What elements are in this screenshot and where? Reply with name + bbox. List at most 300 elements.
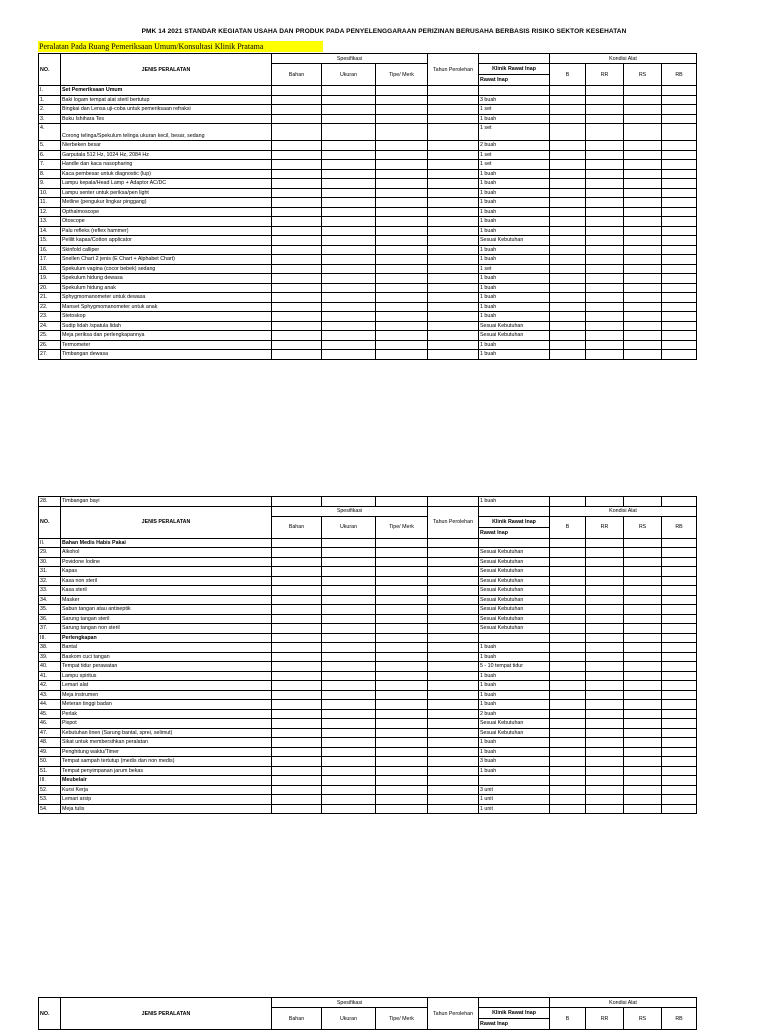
table-row: [39, 321, 697, 331]
bahan-cell: [272, 757, 322, 767]
rawat-inap-quantity: 1 buah: [479, 312, 550, 322]
kondisi-rr-cell: [586, 217, 624, 227]
ukuran-cell: [322, 179, 376, 189]
rawat-inap-quantity: 1 buah: [479, 671, 550, 681]
kondisi-rb-cell: [662, 776, 697, 786]
equipment-name: Snellen Chart 2 jenis (E Chart + Alphabet Chart): [61, 255, 272, 265]
equipment-table-page-2: [38, 496, 697, 814]
kondisi-rs-cell: [624, 160, 662, 170]
header-spesifikasi: Spesifikasi: [272, 506, 428, 516]
bahan-cell: [272, 614, 322, 624]
tahun-perolehan-cell: [428, 785, 479, 795]
kondisi-rs-cell: [624, 605, 662, 615]
header-kondisi-alat: Kondisi Alat: [550, 54, 697, 64]
row-number: 16.: [39, 245, 61, 255]
kondisi-rr-cell: [586, 719, 624, 729]
kondisi-b-cell: [550, 255, 586, 265]
kondisi-rb-cell: [662, 169, 697, 179]
tahun-perolehan-cell: [428, 124, 479, 141]
kondisi-rb-cell: [662, 548, 697, 558]
ukuran-cell: [322, 105, 376, 115]
ukuran-cell: [322, 681, 376, 691]
tipe-merk-cell: [376, 747, 428, 757]
row-number: 39.: [39, 652, 61, 662]
kondisi-rr-cell: [586, 662, 624, 672]
kondisi-b-cell: [550, 747, 586, 757]
tahun-perolehan-cell: [428, 217, 479, 227]
header-tahun-perolehan: Tahun Perolehan: [428, 54, 479, 86]
bahan-cell: [272, 188, 322, 198]
tipe-merk-cell: [376, 497, 428, 507]
row-number: 18.: [39, 264, 61, 274]
kondisi-rs-cell: [624, 169, 662, 179]
table-row: [39, 141, 697, 151]
rawat-inap-quantity: [479, 776, 550, 786]
kondisi-rs-cell: [624, 114, 662, 124]
tipe-merk-cell: [376, 709, 428, 719]
kondisi-rb-cell: [662, 350, 697, 360]
table-row: [39, 274, 697, 284]
rawat-inap-quantity: 1 buah: [479, 681, 550, 691]
equipment-name: Spekulum hidung anak: [61, 283, 272, 293]
kondisi-rr-cell: [586, 671, 624, 681]
kondisi-rb-cell: [662, 709, 697, 719]
table-row: [39, 114, 697, 124]
kondisi-rb-cell: [662, 700, 697, 710]
header-rs: RS: [624, 516, 662, 538]
rawat-inap-quantity: 1 buah: [479, 340, 550, 350]
row-number: 49.: [39, 747, 61, 757]
equipment-name: Skinfold calliper: [61, 245, 272, 255]
kondisi-rs-cell: [624, 312, 662, 322]
kondisi-rr-cell: [586, 264, 624, 274]
kondisi-b-cell: [550, 576, 586, 586]
tipe-merk-cell: [376, 274, 428, 284]
kondisi-rr-cell: [586, 576, 624, 586]
kondisi-b-cell: [550, 283, 586, 293]
tipe-merk-cell: [376, 188, 428, 198]
rawat-inap-quantity: 1 buah: [479, 283, 550, 293]
kondisi-rb-cell: [662, 179, 697, 189]
table-row: [39, 331, 697, 341]
tahun-perolehan-cell: [428, 207, 479, 217]
kondisi-b-cell: [550, 236, 586, 246]
tipe-merk-cell: [376, 312, 428, 322]
equipment-name: Corong telinga/Spekulum telinga ukuran kecil, besar, sedang: [61, 124, 272, 141]
kondisi-rr-cell: [586, 643, 624, 653]
kondisi-rs-cell: [624, 538, 662, 548]
rawat-inap-quantity: [479, 538, 550, 548]
ukuran-cell: [322, 785, 376, 795]
bahan-cell: [272, 95, 322, 105]
rawat-inap-quantity: Sesuai Kebutuhan: [479, 595, 550, 605]
tipe-merk-cell: [376, 567, 428, 577]
rawat-inap-quantity: 1 set: [479, 124, 550, 141]
tahun-perolehan-cell: [428, 709, 479, 719]
kondisi-rb-cell: [662, 728, 697, 738]
tahun-perolehan-cell: [428, 114, 479, 124]
table-row: [39, 207, 697, 217]
ukuran-cell: [322, 274, 376, 284]
kondisi-rs-cell: [624, 497, 662, 507]
kondisi-b-cell: [550, 633, 586, 643]
row-number: 36.: [39, 614, 61, 624]
equipment-name: Sarung tangan steril: [61, 614, 272, 624]
header-blank: [479, 998, 550, 1008]
kondisi-rb-cell: [662, 662, 697, 672]
ukuran-cell: [322, 795, 376, 805]
kondisi-rs-cell: [624, 217, 662, 227]
kondisi-b-cell: [550, 795, 586, 805]
tipe-merk-cell: [376, 179, 428, 189]
kondisi-b-cell: [550, 776, 586, 786]
table-row: [39, 766, 697, 776]
ukuran-cell: [322, 124, 376, 141]
kondisi-rr-cell: [586, 331, 624, 341]
table-row: [39, 709, 697, 719]
bahan-cell: [272, 245, 322, 255]
equipment-name: Manset Sphygmomanometer untuk anak: [61, 302, 272, 312]
rawat-inap-quantity: 1 buah: [479, 179, 550, 189]
row-number: 6.: [39, 150, 61, 160]
kondisi-b-cell: [550, 198, 586, 208]
kondisi-b-cell: [550, 331, 586, 341]
header-spesifikasi: Spesifikasi: [272, 54, 428, 64]
tahun-perolehan-cell: [428, 95, 479, 105]
equipment-name: Lampu spiritus: [61, 671, 272, 681]
ukuran-cell: [322, 86, 376, 96]
equipment-name: Stetoskop: [61, 312, 272, 322]
tahun-perolehan-cell: [428, 321, 479, 331]
ukuran-cell: [322, 766, 376, 776]
kondisi-rr-cell: [586, 302, 624, 312]
header-tipe-merk: Tipe/ Merk: [376, 64, 428, 86]
kondisi-rr-cell: [586, 804, 624, 814]
table-row: [39, 576, 697, 586]
kondisi-rr-cell: [586, 652, 624, 662]
kondisi-rb-cell: [662, 795, 697, 805]
tahun-perolehan-cell: [428, 662, 479, 672]
table-row: [39, 690, 697, 700]
tipe-merk-cell: [376, 548, 428, 558]
kondisi-rs-cell: [624, 804, 662, 814]
kondisi-b-cell: [550, 538, 586, 548]
rawat-inap-quantity: Sesuai Kebutuhan: [479, 321, 550, 331]
kondisi-b-cell: [550, 169, 586, 179]
row-number: 43.: [39, 690, 61, 700]
rawat-inap-quantity: 1 buah: [479, 217, 550, 227]
equipment-name: Sudip lidah /spatula lidah: [61, 321, 272, 331]
bahan-cell: [272, 114, 322, 124]
kondisi-rs-cell: [624, 766, 662, 776]
equipment-name: Meja instrumen: [61, 690, 272, 700]
kondisi-b-cell: [550, 160, 586, 170]
kondisi-rr-cell: [586, 586, 624, 596]
ukuran-cell: [322, 757, 376, 767]
tahun-perolehan-cell: [428, 255, 479, 265]
table-row: [39, 264, 697, 274]
kondisi-rs-cell: [624, 719, 662, 729]
kondisi-b-cell: [550, 105, 586, 115]
kondisi-rr-cell: [586, 497, 624, 507]
kondisi-rs-cell: [624, 124, 662, 141]
ukuran-cell: [322, 497, 376, 507]
row-number: 12.: [39, 207, 61, 217]
tahun-perolehan-cell: [428, 497, 479, 507]
ukuran-cell: [322, 548, 376, 558]
kondisi-b-cell: [550, 681, 586, 691]
kondisi-rs-cell: [624, 567, 662, 577]
tahun-perolehan-cell: [428, 643, 479, 653]
kondisi-rb-cell: [662, 321, 697, 331]
rawat-inap-quantity: 1 buah: [479, 188, 550, 198]
row-number: 31.: [39, 567, 61, 577]
row-number: 37.: [39, 624, 61, 634]
header-klinik-rawat-inap: Klinik Rawat Inap: [479, 64, 550, 75]
equipment-name: Masker: [61, 595, 272, 605]
ukuran-cell: [322, 321, 376, 331]
kondisi-rr-cell: [586, 245, 624, 255]
tahun-perolehan-cell: [428, 728, 479, 738]
tipe-merk-cell: [376, 114, 428, 124]
row-number: 11.: [39, 198, 61, 208]
kondisi-rs-cell: [624, 198, 662, 208]
header-jenis-peralatan: JENIS PERALATAN: [61, 54, 272, 86]
table-row: [39, 124, 697, 141]
ukuran-cell: [322, 605, 376, 615]
kondisi-rs-cell: [624, 86, 662, 96]
header-no: NO.: [39, 998, 61, 1030]
header-rb: RB: [662, 516, 697, 538]
equipment-name: Kasa steril: [61, 586, 272, 596]
section-title: Perlengkapan: [61, 633, 272, 643]
kondisi-rr-cell: [586, 321, 624, 331]
header-tahun-perolehan: Tahun Perolehan: [428, 506, 479, 538]
tipe-merk-cell: [376, 785, 428, 795]
table-row: [39, 586, 697, 596]
equipment-table-page-1: [38, 53, 697, 360]
ukuran-cell: [322, 633, 376, 643]
rawat-inap-quantity: [479, 86, 550, 96]
header-rr: RR: [586, 64, 624, 86]
ukuran-cell: [322, 114, 376, 124]
row-number: 44.: [39, 700, 61, 710]
row-number: 5.: [39, 141, 61, 151]
table-row: [39, 169, 697, 179]
kondisi-rs-cell: [624, 105, 662, 115]
table-row: [39, 497, 697, 507]
header-rb: RB: [662, 64, 697, 86]
rawat-inap-quantity: 1 buah: [479, 700, 550, 710]
table-row: [39, 179, 697, 189]
section-row: [39, 776, 697, 786]
row-number: 13.: [39, 217, 61, 227]
kondisi-b-cell: [550, 595, 586, 605]
tipe-merk-cell: [376, 795, 428, 805]
table-row: [39, 226, 697, 236]
header-blank: [479, 506, 550, 516]
tahun-perolehan-cell: [428, 719, 479, 729]
kondisi-rs-cell: [624, 586, 662, 596]
tipe-merk-cell: [376, 776, 428, 786]
ukuran-cell: [322, 738, 376, 748]
row-number: 15.: [39, 236, 61, 246]
rawat-inap-quantity: 1 buah: [479, 226, 550, 236]
kondisi-rr-cell: [586, 169, 624, 179]
tipe-merk-cell: [376, 757, 428, 767]
kondisi-rr-cell: [586, 188, 624, 198]
header-bahan: Bahan: [272, 516, 322, 538]
tipe-merk-cell: [376, 804, 428, 814]
tahun-perolehan-cell: [428, 690, 479, 700]
kondisi-rb-cell: [662, 274, 697, 284]
bahan-cell: [272, 747, 322, 757]
rawat-inap-quantity: 1 unit: [479, 795, 550, 805]
header-no: NO.: [39, 506, 61, 538]
tipe-merk-cell: [376, 557, 428, 567]
table-row: [39, 105, 697, 115]
rawat-inap-quantity: Sesuai Kebutuhan: [479, 548, 550, 558]
kondisi-rr-cell: [586, 141, 624, 151]
tipe-merk-cell: [376, 643, 428, 653]
tahun-perolehan-cell: [428, 302, 479, 312]
kondisi-rb-cell: [662, 671, 697, 681]
kondisi-rb-cell: [662, 643, 697, 653]
kondisi-rr-cell: [586, 557, 624, 567]
bahan-cell: [272, 690, 322, 700]
bahan-cell: [272, 709, 322, 719]
tipe-merk-cell: [376, 302, 428, 312]
section-row: [39, 86, 697, 96]
tipe-merk-cell: [376, 690, 428, 700]
header-jenis-peralatan: JENIS PERALATAN: [61, 998, 272, 1030]
table-row: [39, 614, 697, 624]
kondisi-rb-cell: [662, 757, 697, 767]
table-row: [39, 293, 697, 303]
row-number: 2.: [39, 105, 61, 115]
kondisi-rb-cell: [662, 264, 697, 274]
kondisi-rs-cell: [624, 557, 662, 567]
tahun-perolehan-cell: [428, 586, 479, 596]
kondisi-rr-cell: [586, 198, 624, 208]
bahan-cell: [272, 350, 322, 360]
header-rs: RS: [624, 64, 662, 86]
bahan-cell: [272, 255, 322, 265]
rawat-inap-quantity: Sesuai Kebutuhan: [479, 605, 550, 615]
rawat-inap-quantity: Sesuai Kebutuhan: [479, 236, 550, 246]
kondisi-rb-cell: [662, 95, 697, 105]
tipe-merk-cell: [376, 95, 428, 105]
bahan-cell: [272, 198, 322, 208]
tipe-merk-cell: [376, 671, 428, 681]
kondisi-rb-cell: [662, 293, 697, 303]
bahan-cell: [272, 557, 322, 567]
tipe-merk-cell: [376, 633, 428, 643]
bahan-cell: [272, 633, 322, 643]
kondisi-rr-cell: [586, 795, 624, 805]
equipment-name: Spekulum hidung dewasa: [61, 274, 272, 284]
bahan-cell: [272, 312, 322, 322]
tipe-merk-cell: [376, 728, 428, 738]
table-row: [39, 217, 697, 227]
row-number: 17.: [39, 255, 61, 265]
ukuran-cell: [322, 245, 376, 255]
kondisi-b-cell: [550, 662, 586, 672]
bahan-cell: [272, 804, 322, 814]
table-row: [39, 738, 697, 748]
tipe-merk-cell: [376, 293, 428, 303]
kondisi-rb-cell: [662, 586, 697, 596]
kondisi-rb-cell: [662, 614, 697, 624]
kondisi-rr-cell: [586, 105, 624, 115]
row-number: 23.: [39, 312, 61, 322]
rawat-inap-quantity: 1 buah: [479, 747, 550, 757]
kondisi-rs-cell: [624, 681, 662, 691]
bahan-cell: [272, 671, 322, 681]
table-row: [39, 728, 697, 738]
bahan-cell: [272, 207, 322, 217]
kondisi-rs-cell: [624, 776, 662, 786]
ukuran-cell: [322, 709, 376, 719]
equipment-name: Pelilit kapas/Cotton applicator: [61, 236, 272, 246]
kondisi-rr-cell: [586, 150, 624, 160]
ukuran-cell: [322, 141, 376, 151]
ukuran-cell: [322, 595, 376, 605]
kondisi-rb-cell: [662, 690, 697, 700]
row-number: 47.: [39, 728, 61, 738]
rawat-inap-quantity: 3 unit: [479, 785, 550, 795]
document-title: PMK 14 2021 STANDAR KEGIATAN USAHA DAN PRODUK PADA PENYELENGGARAAN PERIZINAN BERUSAHA BERBASIS RISIKO SEKTOR KESEHATAN: [141, 28, 627, 35]
kondisi-rb-cell: [662, 141, 697, 151]
equipment-name: Meja periksa dan perlengkapannya: [61, 331, 272, 341]
bahan-cell: [272, 302, 322, 312]
ukuran-cell: [322, 652, 376, 662]
row-number: 19.: [39, 274, 61, 284]
kondisi-rb-cell: [662, 576, 697, 586]
tahun-perolehan-cell: [428, 293, 479, 303]
tipe-merk-cell: [376, 207, 428, 217]
row-number: 9.: [39, 179, 61, 189]
kondisi-rb-cell: [662, 595, 697, 605]
tipe-merk-cell: [376, 245, 428, 255]
bahan-cell: [272, 179, 322, 189]
header-tipe-merk: Tipe/ Merk: [376, 1008, 428, 1030]
kondisi-b-cell: [550, 652, 586, 662]
row-number: 21.: [39, 293, 61, 303]
rawat-inap-quantity: 1 buah: [479, 207, 550, 217]
bahan-cell: [272, 538, 322, 548]
tipe-merk-cell: [376, 614, 428, 624]
ukuran-cell: [322, 576, 376, 586]
kondisi-rb-cell: [662, 255, 697, 265]
ukuran-cell: [322, 719, 376, 729]
equipment-name: Buku Ishihara Tes: [61, 114, 272, 124]
row-number: 32.: [39, 576, 61, 586]
kondisi-rb-cell: [662, 719, 697, 729]
header-kondisi-alat: Kondisi Alat: [550, 506, 697, 516]
section-title: Set Pemeriksaan Umum: [61, 86, 272, 96]
rawat-inap-quantity: Sesuai Kebutuhan: [479, 576, 550, 586]
tahun-perolehan-cell: [428, 169, 479, 179]
tahun-perolehan-cell: [428, 264, 479, 274]
equipment-name: Timbangan bayi: [61, 497, 272, 507]
tipe-merk-cell: [376, 719, 428, 729]
bahan-cell: [272, 264, 322, 274]
section-title: Meubelair: [61, 776, 272, 786]
equipment-name: Termometer: [61, 340, 272, 350]
kondisi-b-cell: [550, 643, 586, 653]
table-row: [39, 567, 697, 577]
